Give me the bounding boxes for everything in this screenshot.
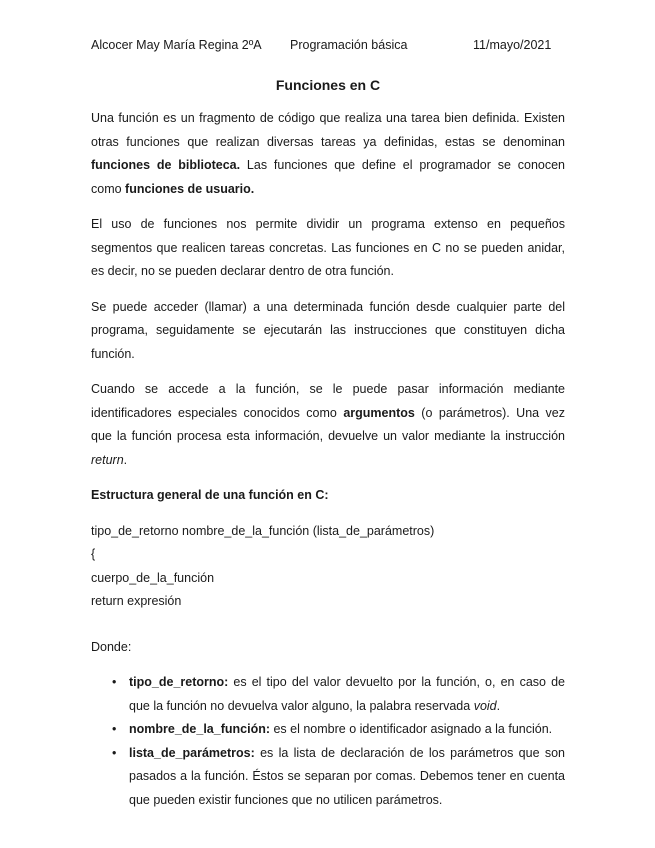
structure-heading-text: Estructura general de una función en C: bbox=[91, 488, 329, 502]
bullet-icon: • bbox=[112, 675, 117, 689]
p1-text-2: Las funciones que define el programador se conocen como bbox=[91, 158, 565, 196]
structure-line-body: cuerpo_de_la_función bbox=[91, 570, 215, 585]
definition-item-parameter-list bbox=[91, 742, 565, 813]
where-label: Donde: bbox=[91, 639, 132, 654]
paragraph-arguments bbox=[91, 378, 565, 472]
definition-term: tipo_de_retorno: bbox=[129, 675, 229, 689]
p1-bold-user-functions: funciones de usuario. bbox=[125, 181, 255, 196]
bullet-icon: • bbox=[112, 722, 117, 736]
definition-text: es el tipo del valor devuelto por la función, o, en caso de que la función no devuelva valor alguno, la palabra reservada bbox=[129, 675, 565, 713]
p4-italic-return: return bbox=[91, 452, 124, 467]
paragraph-definition bbox=[91, 107, 565, 201]
structure-line-signature: tipo_de_retorno nombre_de_la_función (lista_de_parámetros) bbox=[91, 523, 435, 538]
definition-term: nombre_de_la_función: bbox=[129, 722, 270, 736]
definition-end: . bbox=[496, 698, 501, 713]
p4-text-3: . bbox=[123, 452, 128, 467]
definition-italic-void: void bbox=[473, 698, 497, 713]
definition-text: es el nombre o identificador asignado a la función. bbox=[270, 722, 553, 736]
bullet-icon: • bbox=[112, 745, 117, 760]
definition-term: lista_de_parámetros: bbox=[129, 745, 255, 760]
document-body bbox=[91, 107, 565, 812]
spacer bbox=[91, 614, 565, 636]
paragraph-usage: El uso de funciones nos permite dividir un programa extenso en pequeños segmentos que realicen tareas concretas. Las funciones en C no se pueden anidar, es decir, no se pueden declarar dentro de otra función. bbox=[91, 217, 565, 278]
structure-line-return: return expresión bbox=[91, 594, 182, 608]
definition-item-return-type bbox=[91, 671, 565, 718]
header-course: Programación básica bbox=[290, 38, 408, 52]
p1-bold-library-functions: funciones de biblioteca. bbox=[91, 158, 241, 172]
definitions-list bbox=[91, 671, 565, 812]
p1-text-1: Una función es un fragmento de código que realiza una tarea bien definida. Existen otras funciones que realizan diversas tareas ya definidas, estas se denominan bbox=[91, 111, 565, 149]
p4-text-1: Cuando se accede a la función, se le puede pasar información mediante identificadores especiales conocidos como bbox=[91, 382, 565, 420]
structure-heading bbox=[91, 484, 565, 508]
structure-line-open-brace: { bbox=[91, 547, 96, 561]
document-page bbox=[91, 0, 565, 848]
paragraph-access: Se puede acceder (llamar) a una determinada función desde cualquier parte del programa, seguidamente se ejecutarán las instrucciones que constituyen dicha función. bbox=[91, 299, 565, 361]
p4-bold-arguments: argumentos bbox=[343, 405, 415, 420]
document-title: Funciones en C bbox=[275, 77, 381, 93]
header-author: Alcocer May María Regina 2ºA bbox=[91, 38, 262, 52]
header-date: 11/mayo/2021 bbox=[473, 38, 552, 52]
p4-text-2: (o parámetros). Una vez que la función procesa esta información, devuelve un valor mediante la instrucción bbox=[91, 405, 565, 443]
definition-text: es la lista de declaración de los parámetros que son pasados a la función. Éstos se separan por comas. Debemos tener en cuenta que pueden existir funciones que no utilicen parámetros. bbox=[129, 745, 565, 807]
definition-item-function-name bbox=[91, 718, 565, 742]
